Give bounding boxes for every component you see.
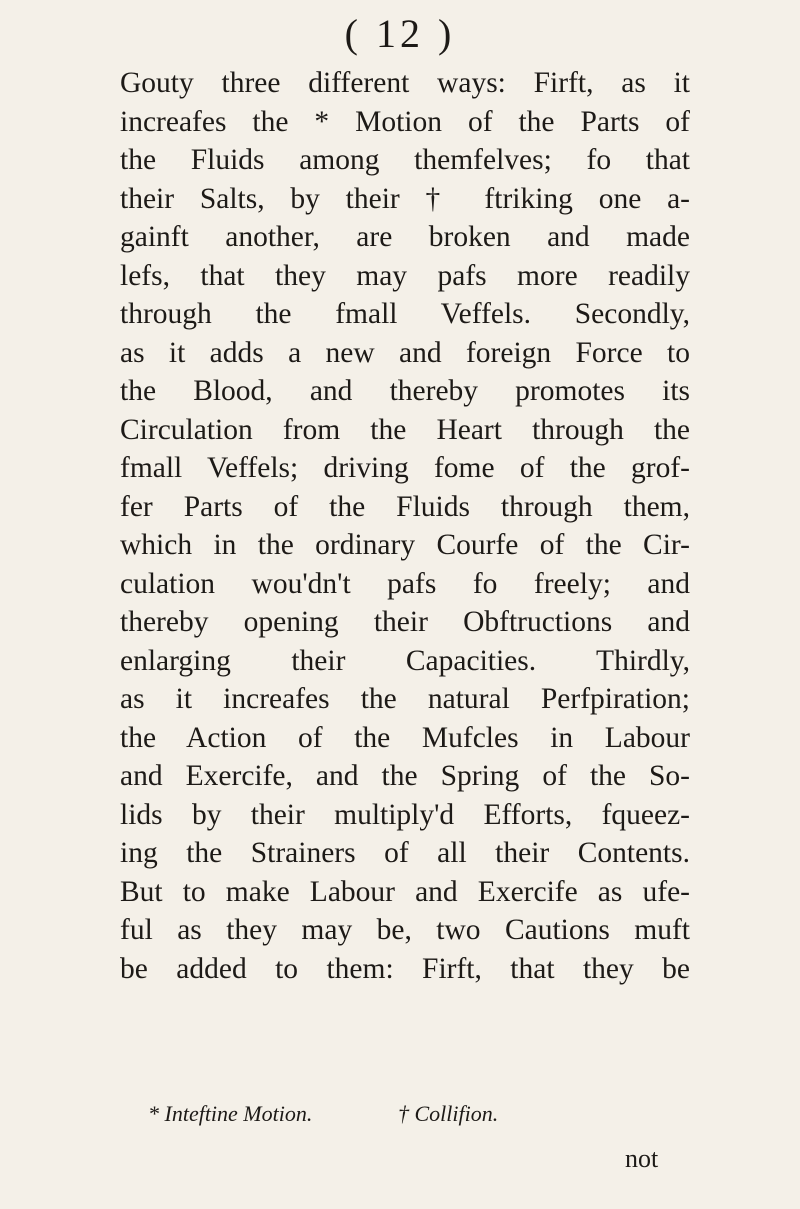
text-line: Gouty three different ways: Firft, as it [120, 67, 690, 99]
text-line: fer Parts of the Fluids through them, [120, 490, 690, 523]
page-number: ( 12 ) [344, 11, 456, 56]
text-line: and Exercife, and the Spring of the So- [120, 760, 690, 792]
footnote: † Collifion. [398, 1101, 499, 1126]
text-line: enlarging their Capacities. Thirdly, [120, 644, 690, 677]
text-line: lefs, that they may pafs more readily [120, 259, 690, 292]
text-line: fmall Veffels; driving fome of the grof- [120, 452, 690, 484]
text-line: the Action of the Mufcles in Labour [120, 721, 690, 754]
footnote: * Inteftine Motion. [148, 1101, 313, 1126]
text-line: through the fmall Veffels. Secondly, [120, 298, 690, 330]
text-line: as it adds a new and foreign Force to [120, 336, 690, 369]
text-line: be added to them: Firft, that they be [120, 952, 690, 985]
text-line: as it increafes the natural Perfpiration; [120, 683, 690, 715]
text-line: ful as they may be, two Cautions muft [120, 914, 690, 946]
text-line: thereby opening their Obftructions and [120, 606, 690, 638]
text-line: which in the ordinary Courfe of the Cir- [120, 529, 690, 561]
text-line: increafes the * Motion of the Parts of [120, 105, 690, 138]
text-line: But to make Labour and Exercife as ufe- [120, 875, 690, 908]
text-line: the Fluids among themfelves; fo that [120, 144, 690, 176]
body-text [120, 64, 690, 988]
text-line: the Blood, and thereby promotes its [120, 375, 690, 407]
text-line: their Salts, by their † ftriking one a- [120, 182, 690, 215]
text-line: lids by their multiply'd Efforts, fqueez- [120, 798, 690, 831]
text-line: Circulation from the Heart through the [120, 413, 690, 446]
text-line: culation wou'dn't pafs fo freely; and [120, 567, 690, 600]
catchword: not [625, 1144, 659, 1173]
text-line: gainft another, are broken and made [120, 221, 690, 253]
text-line: ing the Strainers of all their Contents. [120, 837, 690, 869]
